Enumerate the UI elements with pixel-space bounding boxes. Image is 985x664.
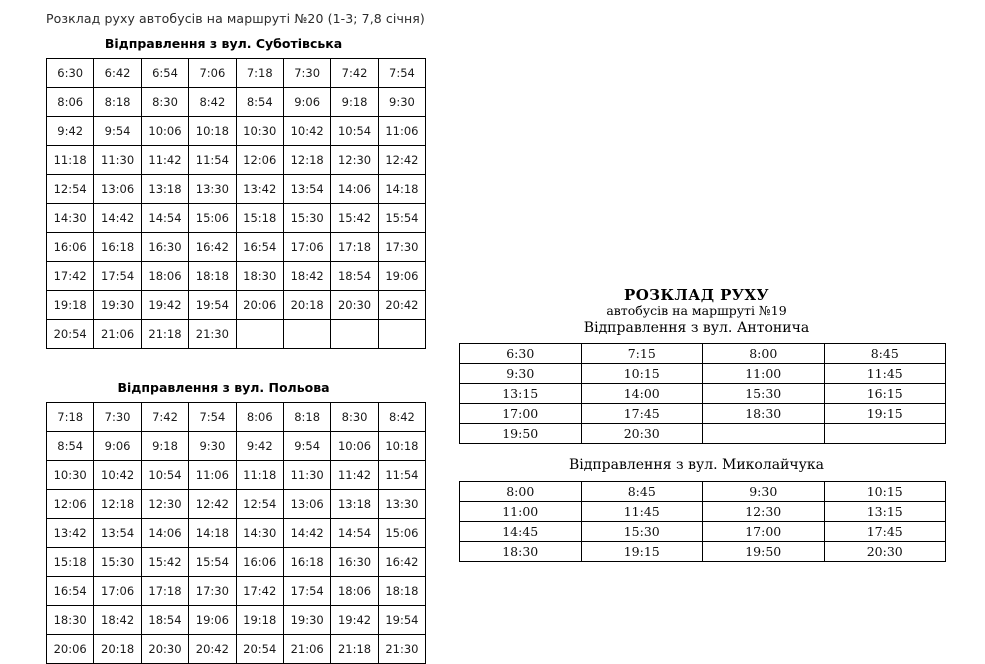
schedule-cell: 17:45	[581, 403, 703, 423]
schedule-cell: 14:00	[581, 383, 703, 403]
schedule-cell: 7:18	[47, 403, 94, 432]
schedule-cell: 9:30	[189, 432, 236, 461]
schedule-cell: 19:50	[460, 423, 582, 443]
schedule-cell: 12:30	[141, 490, 188, 519]
schedule-cell: 17:42	[236, 577, 283, 606]
route-19-panel	[440, 0, 985, 562]
schedule-cell: 18:18	[378, 577, 425, 606]
schedule-cell: 16:06	[47, 233, 94, 262]
schedule-cell: 20:42	[378, 291, 425, 320]
table-row	[47, 461, 426, 490]
schedule-cell: 8:45	[581, 481, 703, 501]
route-19-main-title: РОЗКЛАД РУХУ	[624, 286, 769, 304]
schedule-cell: 6:42	[94, 59, 141, 88]
schedule-cell: 14:54	[331, 519, 378, 548]
table-row	[460, 541, 946, 561]
schedule-cell: 7:15	[581, 343, 703, 363]
schedule-cell: 7:30	[94, 403, 141, 432]
schedule-cell: 14:42	[94, 204, 141, 233]
section-heading-polova: Відправлення з вул. Польова	[117, 380, 330, 395]
route-19-subtitle: автобусів на маршруті №19	[606, 302, 787, 318]
schedule-cell: 8:54	[236, 88, 283, 117]
schedule-cell: 19:30	[94, 291, 141, 320]
schedule-cell: 21:18	[141, 320, 188, 349]
schedule-cell: 13:15	[460, 383, 582, 403]
schedule-cell: 20:54	[236, 635, 283, 664]
schedule-cell: 13:15	[824, 501, 946, 521]
schedule-cell: 19:06	[189, 606, 236, 635]
schedule-cell: 10:06	[141, 117, 188, 146]
schedule-cell: 15:30	[283, 204, 330, 233]
schedule-cell: 18:30	[236, 262, 283, 291]
table-row	[460, 423, 946, 443]
schedule-cell: 10:15	[581, 363, 703, 383]
table-row	[47, 403, 426, 432]
table-row	[47, 320, 426, 349]
schedule-cell: 11:45	[824, 363, 946, 383]
schedule-cell: 11:54	[189, 146, 236, 175]
schedule-cell: 9:30	[378, 88, 425, 117]
schedule-cell: 10:42	[94, 461, 141, 490]
schedule-cell: 12:42	[189, 490, 236, 519]
schedule-cell: 16:18	[94, 233, 141, 262]
schedule-cell: 10:18	[378, 432, 425, 461]
schedule-cell: 19:15	[824, 403, 946, 423]
schedule-cell: 16:15	[824, 383, 946, 403]
schedule-cell: 8:18	[283, 403, 330, 432]
schedule-cell-empty	[378, 320, 425, 349]
schedule-cell: 7:18	[236, 59, 283, 88]
schedule-cell: 9:42	[236, 432, 283, 461]
schedule-cell: 13:54	[94, 519, 141, 548]
schedule-cell: 19:54	[189, 291, 236, 320]
schedule-cell: 6:30	[460, 343, 582, 363]
schedule-cell: 18:06	[141, 262, 188, 291]
table-row	[47, 117, 426, 146]
schedule-cell: 18:06	[331, 577, 378, 606]
schedule-cell: 7:06	[189, 59, 236, 88]
schedule-cell: 11:30	[283, 461, 330, 490]
schedule-cell: 15:54	[378, 204, 425, 233]
route-19-title-block	[459, 0, 934, 337]
schedule-cell: 18:54	[331, 262, 378, 291]
schedule-cell: 12:30	[331, 146, 378, 175]
route-20-panel	[0, 0, 440, 664]
table-row	[47, 519, 426, 548]
table-row	[47, 635, 426, 664]
schedule-cell: 13:18	[141, 175, 188, 204]
schedule-cell: 18:30	[703, 403, 825, 423]
schedule-table-subotivska	[46, 58, 426, 349]
schedule-cell: 14:06	[141, 519, 188, 548]
schedule-cell: 15:54	[189, 548, 236, 577]
schedule-cell: 9:54	[94, 117, 141, 146]
schedule-cell: 20:06	[236, 291, 283, 320]
schedule-cell: 11:18	[236, 461, 283, 490]
schedule-cell: 17:00	[703, 521, 825, 541]
schedule-cell: 10:30	[236, 117, 283, 146]
schedule-cell: 13:30	[189, 175, 236, 204]
schedule-cell: 14:18	[189, 519, 236, 548]
schedule-cell: 12:42	[378, 146, 425, 175]
schedule-cell: 12:30	[703, 501, 825, 521]
schedule-cell: 9:30	[460, 363, 582, 383]
table-row	[47, 577, 426, 606]
schedule-cell: 19:15	[581, 541, 703, 561]
schedule-cell: 9:18	[331, 88, 378, 117]
section-heading-mykolaichuka: Відправлення з вул. Миколайчука	[568, 456, 825, 473]
schedule-cell: 15:18	[236, 204, 283, 233]
schedule-cell: 20:18	[94, 635, 141, 664]
schedule-cell-empty	[824, 423, 946, 443]
schedule-cell: 18:30	[460, 541, 582, 561]
schedule-cell: 18:42	[283, 262, 330, 291]
table-row	[460, 501, 946, 521]
schedule-cell-empty	[236, 320, 283, 349]
schedule-cell: 10:42	[283, 117, 330, 146]
schedule-table-antonycha	[459, 343, 946, 444]
schedule-cell: 11:45	[581, 501, 703, 521]
schedule-cell: 10:54	[331, 117, 378, 146]
table-row	[460, 383, 946, 403]
schedule-cell: 18:30	[47, 606, 94, 635]
schedule-cell: 7:30	[283, 59, 330, 88]
schedule-cell: 11:18	[47, 146, 94, 175]
schedule-cell: 13:42	[236, 175, 283, 204]
schedule-cell: 16:06	[236, 548, 283, 577]
table-row	[47, 59, 426, 88]
schedule-cell: 17:00	[460, 403, 582, 423]
schedule-cell: 20:30	[824, 541, 946, 561]
schedule-cell: 15:06	[189, 204, 236, 233]
schedule-cell: 20:30	[141, 635, 188, 664]
schedule-cell: 20:30	[581, 423, 703, 443]
schedule-cell-empty	[331, 320, 378, 349]
schedule-cell: 12:06	[47, 490, 94, 519]
table-row	[47, 432, 426, 461]
schedule-cell: 20:54	[47, 320, 94, 349]
schedule-cell: 19:18	[47, 291, 94, 320]
schedule-cell: 16:30	[331, 548, 378, 577]
table-row	[47, 146, 426, 175]
schedule-cell: 21:18	[331, 635, 378, 664]
schedule-cell: 10:06	[331, 432, 378, 461]
schedule-cell: 14:30	[236, 519, 283, 548]
schedule-cell: 11:42	[141, 146, 188, 175]
schedule-cell: 14:30	[47, 204, 94, 233]
schedule-cell: 8:54	[47, 432, 94, 461]
schedule-cell: 18:54	[141, 606, 188, 635]
table-row	[47, 262, 426, 291]
schedule-cell: 21:06	[283, 635, 330, 664]
schedule-table-polova	[46, 402, 426, 664]
schedule-cell: 20:18	[283, 291, 330, 320]
table-row	[460, 363, 946, 383]
schedule-cell: 17:45	[824, 521, 946, 541]
schedule-cell: 12:18	[94, 490, 141, 519]
page-title: Розклад руху автобусів на маршруті №20 (1-3; 7,8 січня)	[46, 11, 425, 26]
schedule-cell: 20:06	[47, 635, 94, 664]
schedule-cell: 15:06	[378, 519, 425, 548]
schedule-cell: 14:45	[460, 521, 582, 541]
schedule-cell: 8:42	[189, 88, 236, 117]
schedule-cell: 11:00	[460, 501, 582, 521]
schedule-cell: 8:00	[460, 481, 582, 501]
schedule-cell: 17:18	[141, 577, 188, 606]
schedule-cell: 15:42	[331, 204, 378, 233]
schedule-cell: 14:42	[283, 519, 330, 548]
schedule-cell: 20:30	[331, 291, 378, 320]
schedule-cell: 8:18	[94, 88, 141, 117]
table-row	[47, 88, 426, 117]
schedule-cell: 7:54	[189, 403, 236, 432]
schedule-cell: 12:54	[236, 490, 283, 519]
schedule-cell: 15:42	[141, 548, 188, 577]
schedule-cell: 8:30	[141, 88, 188, 117]
schedule-cell: 19:50	[703, 541, 825, 561]
schedule-cell: 17:54	[283, 577, 330, 606]
schedule-cell: 14:06	[331, 175, 378, 204]
schedule-cell: 9:06	[94, 432, 141, 461]
schedule-cell: 17:30	[189, 577, 236, 606]
schedule-cell: 11:06	[189, 461, 236, 490]
schedule-cell: 21:06	[94, 320, 141, 349]
schedule-cell: 18:42	[94, 606, 141, 635]
schedule-cell: 9:54	[283, 432, 330, 461]
schedule-cell: 9:42	[47, 117, 94, 146]
schedule-cell: 13:06	[94, 175, 141, 204]
table-row	[460, 403, 946, 423]
schedule-cell: 8:06	[47, 88, 94, 117]
schedule-cell: 9:30	[703, 481, 825, 501]
schedule-cell: 19:30	[283, 606, 330, 635]
schedule-cell: 13:54	[283, 175, 330, 204]
schedule-cell: 21:30	[378, 635, 425, 664]
schedule-cell: 10:54	[141, 461, 188, 490]
schedule-cell: 7:42	[141, 403, 188, 432]
schedule-cell: 13:06	[283, 490, 330, 519]
schedule-cell: 16:30	[141, 233, 188, 262]
schedule-cell: 16:18	[283, 548, 330, 577]
schedule-cell: 15:30	[703, 383, 825, 403]
schedule-cell: 15:30	[94, 548, 141, 577]
schedule-cell: 10:30	[47, 461, 94, 490]
schedule-cell: 19:42	[331, 606, 378, 635]
schedule-cell: 17:54	[94, 262, 141, 291]
schedule-cell: 16:54	[47, 577, 94, 606]
schedule-cell: 19:54	[378, 606, 425, 635]
schedule-cell: 13:18	[331, 490, 378, 519]
schedule-cell: 8:00	[703, 343, 825, 363]
schedule-cell: 19:06	[378, 262, 425, 291]
schedule-cell: 20:42	[189, 635, 236, 664]
schedule-cell: 10:18	[189, 117, 236, 146]
table-row	[47, 490, 426, 519]
schedule-cell: 12:18	[283, 146, 330, 175]
schedule-cell: 7:54	[378, 59, 425, 88]
schedule-cell: 17:06	[283, 233, 330, 262]
schedule-cell: 13:30	[378, 490, 425, 519]
schedule-table-mykolaichuka	[459, 481, 946, 562]
table-row	[47, 233, 426, 262]
table-row	[47, 175, 426, 204]
schedule-cell: 8:06	[236, 403, 283, 432]
schedule-cell: 16:42	[189, 233, 236, 262]
table-row	[47, 204, 426, 233]
schedule-cell: 19:18	[236, 606, 283, 635]
schedule-cell: 14:18	[378, 175, 425, 204]
schedule-cell: 11:54	[378, 461, 425, 490]
schedule-cell: 9:06	[283, 88, 330, 117]
schedule-cell: 13:42	[47, 519, 94, 548]
schedule-cell: 6:30	[47, 59, 94, 88]
schedule-cell: 11:00	[703, 363, 825, 383]
schedule-cell-empty	[283, 320, 330, 349]
table-row	[460, 481, 946, 501]
schedule-cell: 6:54	[141, 59, 188, 88]
schedule-cell: 7:42	[331, 59, 378, 88]
schedule-cell: 15:18	[47, 548, 94, 577]
schedule-cell: 16:54	[236, 233, 283, 262]
schedule-cell: 10:15	[824, 481, 946, 501]
schedule-cell: 11:06	[378, 117, 425, 146]
schedule-cell: 17:18	[331, 233, 378, 262]
schedule-cell: 8:45	[824, 343, 946, 363]
schedule-cell: 15:30	[581, 521, 703, 541]
schedule-cell: 17:42	[47, 262, 94, 291]
schedule-cell: 17:30	[378, 233, 425, 262]
schedule-cell: 19:42	[141, 291, 188, 320]
table-row	[47, 548, 426, 577]
schedule-cell: 8:42	[378, 403, 425, 432]
table-row	[47, 291, 426, 320]
schedule-cell: 9:18	[141, 432, 188, 461]
schedule-cell: 12:54	[47, 175, 94, 204]
schedule-cell: 16:42	[378, 548, 425, 577]
schedule-cell: 14:54	[141, 204, 188, 233]
schedule-cell: 18:18	[189, 262, 236, 291]
schedule-cell: 11:30	[94, 146, 141, 175]
section-heading-subotivska: Відправлення з вул. Суботівська	[104, 36, 343, 51]
schedule-cell: 17:06	[94, 577, 141, 606]
schedule-cell: 12:06	[236, 146, 283, 175]
schedule-cell-empty	[703, 423, 825, 443]
schedule-cell: 8:30	[331, 403, 378, 432]
schedule-cell: 21:30	[189, 320, 236, 349]
schedule-cell: 11:42	[331, 461, 378, 490]
section-heading-antonycha: Відправлення з вул. Антонича	[583, 319, 810, 336]
table-row	[460, 343, 946, 363]
table-row	[460, 521, 946, 541]
